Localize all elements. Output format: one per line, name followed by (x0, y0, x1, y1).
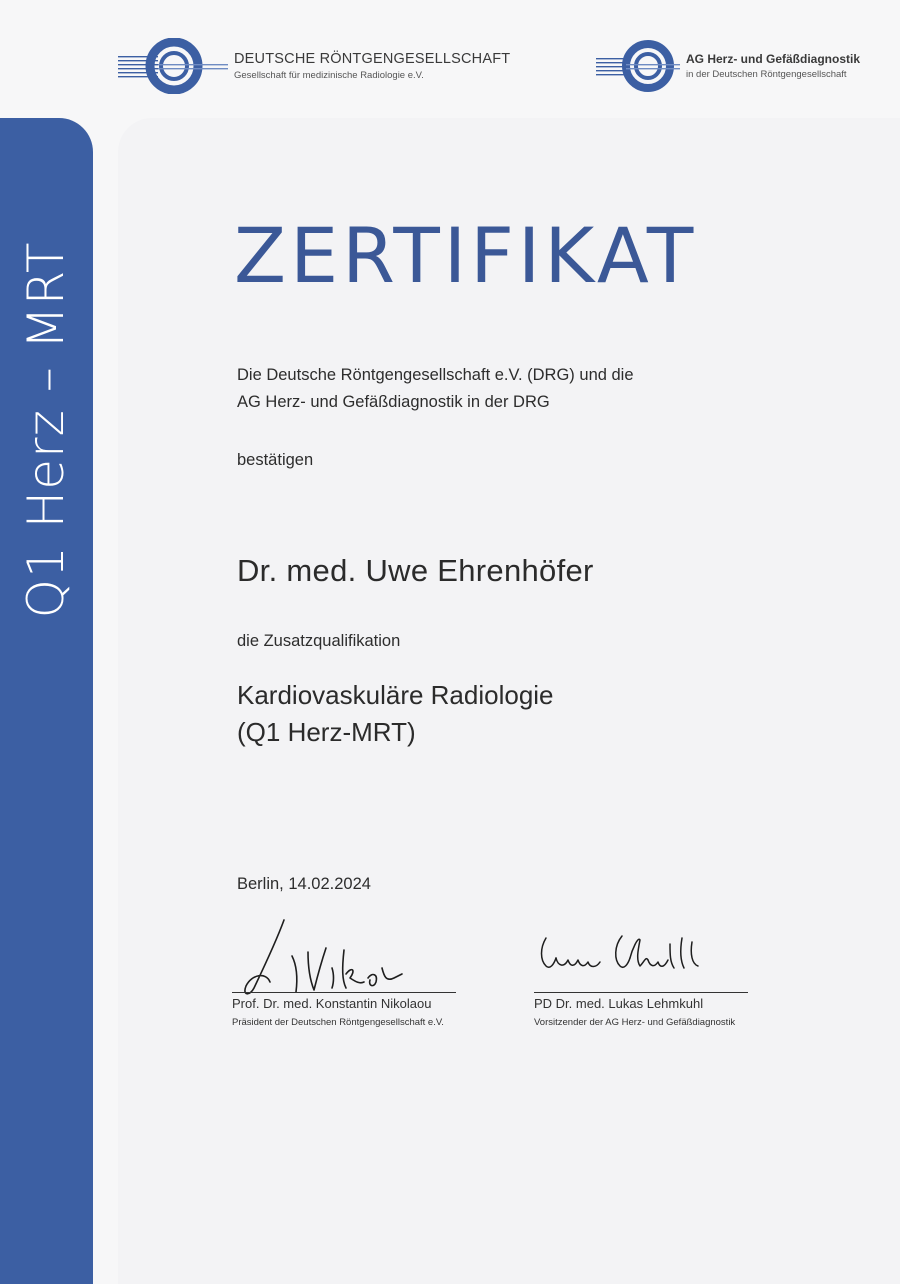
ag-logo-mark-icon (596, 38, 680, 94)
signatory-2 (534, 992, 748, 1028)
recipient-name: Dr. med. Uwe Ehrenhöfer (237, 553, 594, 588)
signature-2 (530, 926, 730, 996)
signatory-name: Prof. Dr. med. Konstantin Nikolaou (232, 996, 432, 1011)
ag-logo-title: AG Herz- und Gefäßdiagnostik (686, 51, 861, 66)
signatory-role: Präsident der Deutschen Röntgengesellschaft e.V. (232, 1017, 444, 1028)
intro-text (237, 362, 634, 416)
drg-logo-mark-icon (118, 38, 228, 94)
side-label: Q1 Herz – MRT (17, 241, 75, 619)
signature-line (534, 992, 748, 993)
signatory-1 (232, 992, 456, 1028)
signatory-name: PD Dr. med. Lukas Lehmkuhl (534, 996, 704, 1011)
signatory-role: Vorsitzender der AG Herz- und Gefäßdiagnostik (534, 1017, 736, 1028)
ag-logo (596, 38, 860, 94)
certificate-title: ZERTIFIKAT (234, 211, 698, 300)
qualification (237, 677, 554, 751)
ag-logo-subtitle: in der Deutschen Röntgengesellschaft (686, 68, 847, 80)
drg-logo-subtitle: Gesellschaft für medizinische Radiologie e.V. (234, 70, 424, 81)
drg-logo-title: DEUTSCHE RÖNTGENGESELLSCHAFT (234, 50, 511, 67)
signature-1 (226, 912, 426, 1002)
qualification-line-2: (Q1 Herz-MRT) (237, 717, 416, 747)
drg-logo (118, 38, 510, 94)
qualification-label: die Zusatzqualifikation (237, 632, 401, 650)
signature-line (232, 992, 456, 993)
confirm-text: bestätigen (237, 451, 314, 469)
intro-line-1: Die Deutsche Röntgengesellschaft e.V. (DRG) und die (237, 366, 634, 384)
place-date: Berlin, 14.02.2024 (237, 875, 371, 893)
qualification-line-1: Kardiovaskuläre Radiologie (237, 680, 554, 710)
intro-line-2: AG Herz- und Gefäßdiagnostik in der DRG (237, 393, 550, 411)
